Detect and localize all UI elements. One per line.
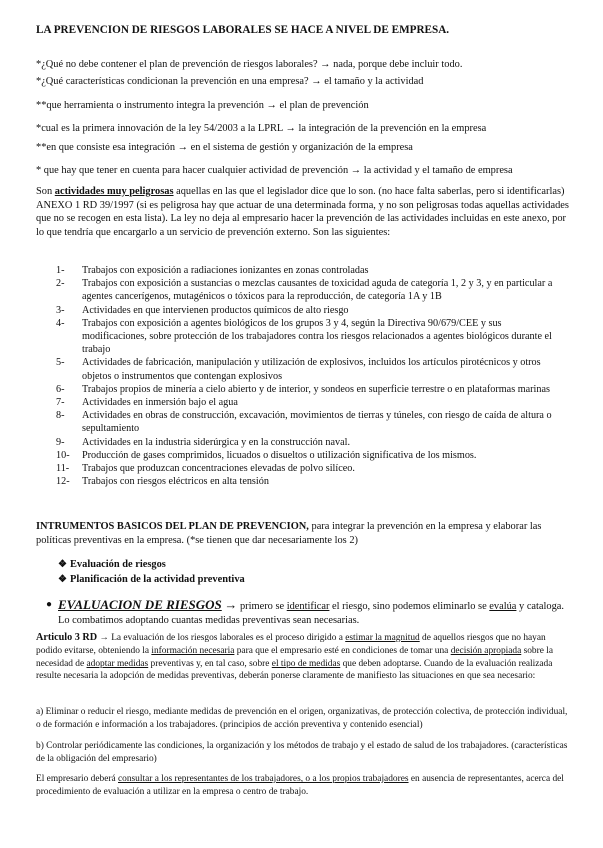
diamond-bullet-icon: ❖ [58, 574, 67, 585]
qa-line-1: *¿Qué no debe contener el plan de prevención de riesgos laborales? → nada, porque debe incluir todo. [36, 59, 463, 70]
instruments-rest: para integrar la prevención en la empresa y elaborar las políticas preventivas en la empresa. (*se tienen que dar necesariamente los 2) [36, 521, 542, 546]
bullet-text: Planificación de la actividad preventiva [70, 574, 245, 585]
qa-line-5: **en que consiste esa integración → en el sistema de gestión y organización de la empresa [36, 142, 413, 153]
item-text: Trabajos con exposición a sustancias o mezclas causantes de toxicidad aguda de categoría 1, 2 y 3, y en particular a agentes cancerígenos, mutagénicos o tóxicos para la reproducción, de categoría 1A y 1B [82, 278, 553, 303]
intro-post: aquellas en las que el legislador dice que lo son. (no hace falta saberlas, pero si identificarlas) ANEXO 1 RD 39/1997 (si es peligrosa hay que actuar de una determinada forma, y no son peligrosas todas aquellas actividades que no se recogen en esta lista). La ley no deja al empresario hacer la prevención de las actividades incluidas en este anexo, por lo que tendría que encargarlo a un servicio de prevención externo. Son las siguientes: [36, 186, 569, 238]
final-text-2: en ausencia de representantes, acerca del procedimiento de evaluación a utilizar en la empresa o centro de trabajo. [36, 774, 564, 797]
item-number: 8- [56, 410, 65, 422]
intro-bold: actividades muy peligrosas [54, 186, 174, 197]
qa-line-3: **que herramienta o instrumento integra la prevención → el plan de prevención [36, 100, 369, 111]
articulo-underline: decisión apropiada [450, 645, 522, 656]
list-item [56, 304, 566, 317]
list-item [56, 462, 566, 475]
list-item [56, 317, 566, 357]
filled-circle-bullet-icon: ● [46, 599, 53, 610]
list-item [56, 449, 566, 462]
page-title: LA PREVENCION DE RIESGOS LABORALES SE HACE A NIVEL DE EMPRESA. [36, 24, 450, 36]
articulo-text: La evaluación de los riesgos laborales es el proceso dirigido a [108, 633, 346, 643]
item-text: Actividades en inmersión bajo el agua [82, 397, 238, 409]
intro-pre: Son [36, 186, 55, 197]
point-b: b) Controlar periódicamente las condiciones, la organización y los métodos de trabajo y el estado de salud de los trabajadores. (características de la obligación del empresario) [36, 741, 568, 764]
item-number: 6- [56, 383, 65, 395]
articulo-underline: adoptar medidas [86, 658, 149, 669]
item-number: 12- [56, 476, 70, 488]
articulo-text: que deben adoptarse. Cuando de la evaluación realizada resulte necesaria la adopción de medidas preventivas, deberán ponerse claramente de manifiesto las situaciones en que sea necesario: [36, 658, 553, 682]
qa-line-4: *cual es la primera innovación de la ley 54/2003 a la LPRL → la integración de la prevención en la empresa [36, 123, 487, 134]
articulo-paragraph [36, 632, 570, 683]
qa-line-6: * que hay que tener en cuenta para hacer cualquier actividad de prevención → la actividad y el tamaño de empresa [36, 165, 513, 176]
item-text: Producción de gases comprimidos, licuados o disueltos o utilización significativa de los mismos. [82, 449, 477, 461]
item-number: 4- [56, 317, 65, 329]
item-text: Trabajos con exposición a agentes biológicos de los grupos 3 y 4, según la Directiva 90/679/CEE y sus modificaciones, sobre protección de los trabajadores contra los riesgos relacionados a agentes biológicos durante el trabajo [82, 317, 552, 356]
instruments-bold: INTRUMENTOS BASICOS DEL PLAN DE PREVENCION, [36, 521, 309, 532]
item-number: 9- [56, 436, 65, 448]
list-item [56, 383, 566, 396]
item-number: 11- [56, 463, 70, 475]
list-item [56, 475, 566, 488]
articulo-text: sobre la necesidad de [36, 645, 554, 669]
item-number: 2- [56, 278, 65, 290]
item-text: Trabajos propios de minería a cielo abierto y de interior, y sondeos en superficie terrestre o en plataformas marinas [82, 383, 550, 395]
articulo-underline: el tipo de medidas [271, 658, 341, 669]
activities-list [56, 264, 566, 488]
instruments-paragraph [36, 520, 570, 547]
item-text: Actividades en la industria siderúrgica y en la construcción naval. [82, 436, 350, 448]
final-paragraph [36, 773, 570, 799]
bullet-evaluacion [58, 558, 166, 571]
articulo-text: para que el empresario esté en condiciones de tomar una [234, 645, 451, 656]
articulo-underline: información necesaria [151, 645, 235, 656]
eval-underline-evalua: evalúa [489, 601, 517, 612]
item-text: Actividades en obras de construcción, excavación, movimientos de tierras y túneles, con riesgo de caída de altura o sepultamiento [82, 410, 552, 435]
eval-text-2: el riesgo, sino podemos eliminarlo se [329, 601, 490, 612]
item-text: Actividades de fabricación, manipulación y utilización de explosivos, incluidos los artículos pirotécnicos y otros objetos o instrumentos que contengan explosivos [82, 357, 541, 382]
list-item [56, 409, 566, 435]
item-text: Trabajos con riesgos eléctricos en alta tensión [82, 476, 269, 488]
evaluacion-heading: EVALUACION DE RIESGOS [58, 597, 222, 612]
final-text-1: El empresario deberá [36, 774, 118, 784]
list-item [56, 436, 566, 449]
list-item [56, 396, 566, 409]
articulo-label: Articulo 3 RD [36, 632, 98, 643]
articulo-text: de aquellos riesgos que no hayan podido evitarse, obteniendo la [36, 633, 546, 656]
qa-line-2: *¿Qué características condicionan la prevención en una empresa? → el tamaño y la actividad [36, 76, 424, 87]
list-item [56, 356, 566, 382]
item-number: 3- [56, 304, 65, 316]
item-text: Actividades en que intervienen productos químicos de alto riesgo [82, 304, 349, 316]
item-number: 7- [56, 397, 65, 409]
item-number: 1- [56, 265, 65, 276]
eval-text-3: y cataloga. Lo combatimos adoptando cuantas medidas preventivas sean necesarias. [58, 601, 565, 626]
eval-text-1: primero se [237, 601, 287, 612]
arrow-right-icon: → [99, 633, 109, 643]
bullet-planificacion [58, 573, 245, 586]
final-underline: consultar a los representantes de los trabajadores, o a los propios trabajadores [118, 774, 409, 784]
item-number: 5- [56, 357, 65, 369]
articulo-underline: estimar la magnitud [345, 633, 420, 643]
intro-paragraph [36, 185, 570, 239]
item-text: Trabajos con exposición a radiaciones ionizantes en zonas controladas [82, 265, 369, 276]
item-text: Trabajos que produzcan concentraciones elevadas de polvo silíceo. [82, 463, 355, 475]
bullet-text: Evaluación de riesgos [70, 559, 166, 570]
evaluacion-section [46, 597, 572, 627]
diamond-bullet-icon: ❖ [58, 559, 67, 570]
point-a: a) Eliminar o reducir el riesgo, mediante medidas de prevención en el origen, organizativas, de protección colectiva, de protección individual, o de formación e información a los trabajadores. (principios de acción preventiva y contenido esencial) [36, 707, 568, 730]
list-item [56, 277, 566, 303]
item-number: 10- [56, 449, 70, 461]
eval-underline-identificar: identificar [286, 601, 330, 612]
list-item [56, 264, 566, 277]
articulo-text: preventivas y, en tal caso, sobre [148, 658, 272, 669]
arrow-right-icon: → [224, 597, 238, 612]
